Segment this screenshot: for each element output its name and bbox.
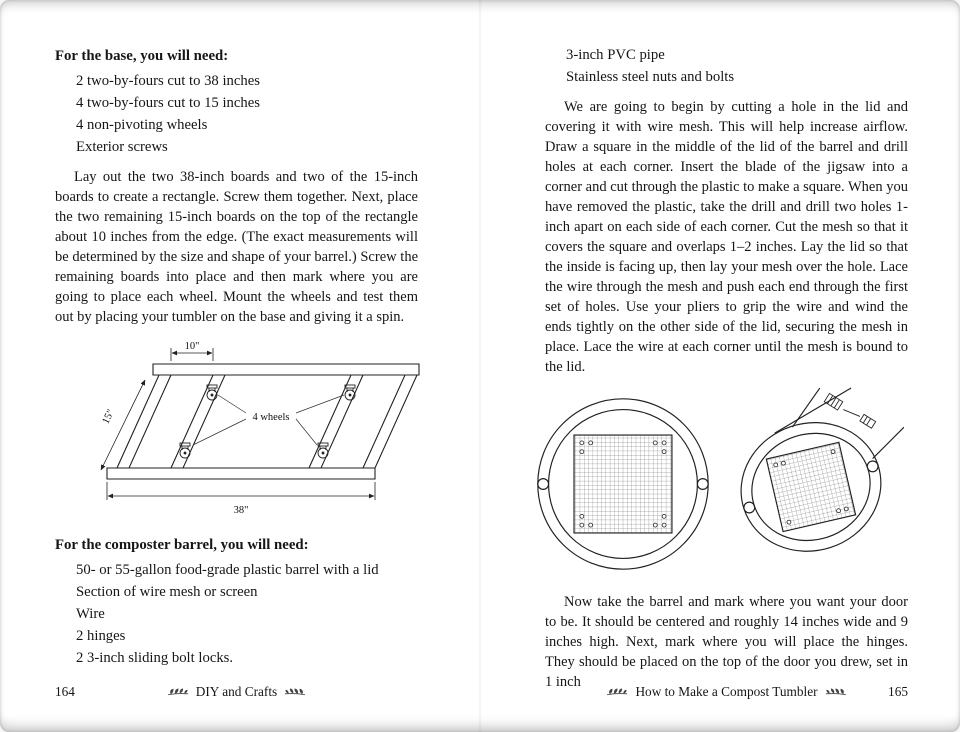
fern-ornament-icon: [825, 687, 847, 697]
material-item: Stainless steel nuts and bolts: [566, 69, 735, 85]
right-wheel-board: [309, 375, 363, 468]
material-item: Section of wire mesh or screen: [76, 584, 258, 600]
page-seam: [478, 0, 482, 732]
running-title-right: [545, 684, 908, 700]
lid-rim-hole: [744, 502, 755, 513]
material-item: Wire: [76, 606, 105, 622]
caster-wheel: [207, 385, 217, 400]
bottom-rail-board: [107, 468, 375, 479]
material-item: 2 3-inch sliding bolt locks.: [76, 650, 234, 666]
material-item: 4 non-pivoting wheels: [76, 117, 208, 133]
running-title-left: [55, 684, 418, 700]
fern-ornament-icon: [606, 687, 628, 697]
fern-ornament-icon: [167, 687, 189, 697]
page-number-right: 165: [888, 684, 908, 699]
right-end-board: [363, 375, 417, 468]
fern-ornament-icon: [284, 687, 306, 697]
materials-list-base: [76, 70, 418, 158]
top-rail-board: [153, 364, 419, 375]
paragraph-base-assembly: Lay out the two 38-inch boards and two of the 15-inch boards to create a rectangle. Screw them together. Next, place the two remaining 15-inch boards on the top of the rectangle about 10 inches from the edge. (The exact measurements will be determined by the size and shape of your barrel.) Screw the remaining boards into place and then mark where you are going to place each wheel. Mount the wheels and test them out by placing your tumbler on the base and giving it a spin.: [55, 169, 418, 325]
materials-list-barrel: [76, 559, 418, 669]
material-item: 3-inch PVC pipe: [566, 47, 665, 63]
paragraph-mesh-instructions: We are going to begin by cutting a hole in the lid and covering it with wire mesh. This will help increase airflow. Draw a square in the middle of the lid of the barrel and drill holes at each corner. Insert the blade of the jigsaw into a corner and cut through the plastic to make a square. When you have removed the plastic, take the drill and drill two holes 1-inch apart on each side of each corner. Cut the mesh so that it covers the square and overlaps 1–2 inches. Lay the lid so that the inside is facing up, then lay your mesh over the hole. Lace the wire through the mesh and push each end through the first set of holes. Use your pliers to grip the wire and wind the ends tightly on the other side of the lid, securing the mesh in place. Lace the wire at each corner until the mesh is bound to the lid.: [545, 99, 908, 375]
dimension-label-15in: 15": [100, 407, 117, 426]
mesh-panel: [574, 435, 672, 533]
lid-and-barrel-diagram: [528, 386, 904, 582]
lid-rim-hole: [867, 461, 878, 472]
running-title-text: DIY and Crafts: [195, 684, 278, 699]
figure-lid-and-barrel: [528, 386, 908, 587]
lid-rim-hole: [697, 479, 708, 490]
page-right: [480, 0, 960, 732]
caster-wheel: [345, 385, 355, 400]
left-wheel-board: [171, 375, 225, 468]
material-item: 50- or 55-gallon food-grade plastic barrel with a lid: [76, 562, 379, 578]
mesh-panel: [766, 442, 855, 531]
latch-hardware: [860, 414, 876, 428]
base-frame-diagram: [45, 340, 423, 518]
lid-rim-hole: [538, 479, 549, 490]
heading-barrel-materials: For the composter barrel, you will need:: [55, 537, 309, 553]
paragraph-door-instructions: Now take the barrel and mark where you want your door to be. It should be centered and roughly 14 inches wide and 9 inches high. Next, mark where you will place the hinges. They should be placed on the top of the door you drew, set in 1 inch: [545, 594, 908, 690]
running-title-text: How to Make a Compost Tumbler: [635, 684, 818, 699]
lid-front-view: [538, 399, 708, 569]
wheels-callout-label: 4 wheels: [252, 412, 290, 423]
material-item: 4 two-by-fours cut to 15 inches: [76, 95, 260, 111]
figure-base-frame: [45, 340, 418, 523]
dimension-label-38in: 38": [233, 505, 249, 516]
material-item: 2 hinges: [76, 628, 126, 644]
materials-list-continued: [566, 44, 908, 88]
right-page-footer: [480, 684, 960, 702]
barrel-angled-view: [724, 388, 904, 569]
heading-base-materials: For the base, you will need:: [55, 48, 229, 64]
material-item: Exterior screws: [76, 139, 168, 155]
left-page-footer: [0, 684, 480, 702]
dimension-label-10in: 10": [184, 341, 200, 352]
material-item: 2 two-by-fours cut to 38 inches: [76, 73, 260, 89]
page-number-left: 164: [55, 684, 75, 699]
